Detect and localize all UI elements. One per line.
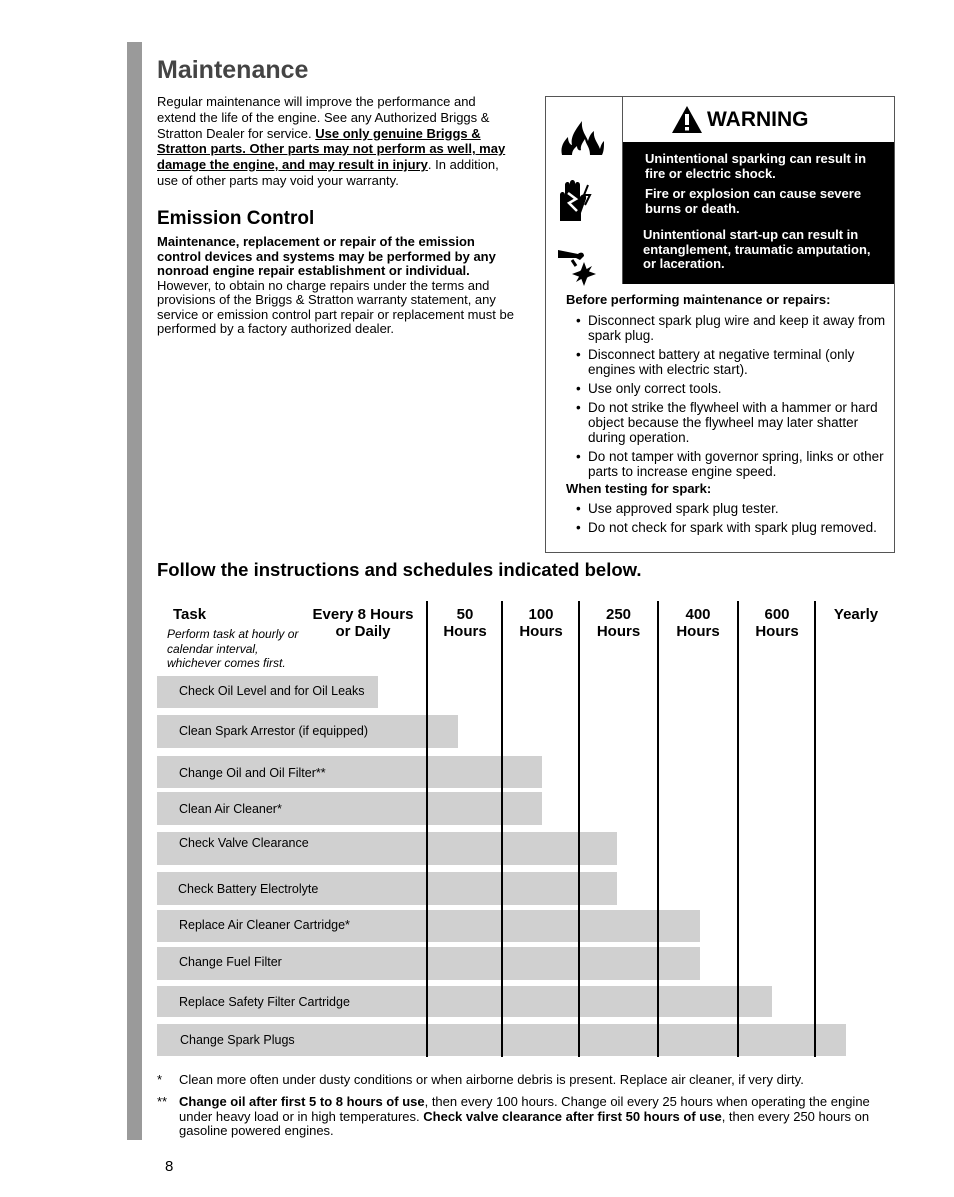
- schedule-heading: Follow the instructions and schedules indicated below.: [157, 559, 642, 580]
- intro-text-2: . In addition, use of other parts may void your warranty.: [157, 157, 499, 188]
- task-row: [157, 872, 617, 905]
- list-item: • Use approved spark plug tester.: [576, 502, 886, 517]
- column-divider: [501, 601, 503, 1057]
- list-item: • Use only correct tools.: [576, 382, 886, 397]
- task-label: Change Oil and Oil Filter**: [179, 766, 326, 780]
- warning-triangle-icon: [671, 105, 703, 134]
- hazard-text-3: Unintentional start-up can result in entanglement, traumatic amputation, or laceration.: [643, 227, 871, 271]
- electric-shock-icon: [554, 177, 594, 223]
- task-label: Check Battery Electrolyte: [178, 882, 319, 896]
- emission-paragraph: [157, 235, 515, 337]
- warning-title: [671, 105, 809, 134]
- task-row: [157, 832, 617, 865]
- hazard-panel: [623, 142, 894, 284]
- side-bar: [127, 42, 142, 1140]
- column-divider: [578, 601, 580, 1057]
- fire-icon: [558, 117, 606, 157]
- footnote-text-2: , then every 250 hours on gasoline powered engines.: [179, 1108, 870, 1138]
- task-label: Change Fuel Filter: [179, 955, 282, 969]
- emission-heading: Emission Control: [157, 208, 315, 229]
- hazard-text-2: Fire or explosion can cause severe burns or death.: [645, 186, 862, 216]
- task-row: [157, 792, 542, 825]
- footnote-bold-1: Change oil after first 5 to 8 hours of use: [179, 1094, 425, 1109]
- hazard-icons: [546, 97, 623, 284]
- task-label: Check Oil Level and for Oil Leaks: [179, 684, 365, 698]
- task-label: Replace Air Cleaner Cartridge*: [179, 918, 350, 932]
- footnote-mark: *: [157, 1072, 163, 1087]
- intro-text-1: Regular maintenance will improve the performance and extend the life of the engine. See any Authorized Briggs & Stratton Dealer for service.: [157, 94, 490, 141]
- column-header-400-hours: 400 Hours: [676, 606, 720, 640]
- emission-text: However, to obtain no charge repairs under the terms and provisions of the Briggs & Stratton warranty statement, any service or emission control part repair or replacement must be performed by a factory authorized dealer.: [157, 277, 514, 336]
- task-row: [157, 715, 458, 748]
- task-row: [157, 676, 378, 708]
- footnote-bold-2: Check valve clearance after first 50 hours of use: [423, 1108, 722, 1124]
- emission-bold-text: Maintenance, replacement or repair of the emission control devices and systems may be performed by any nonroad engine repair establishment or individual.: [157, 234, 496, 278]
- intro-genuine-parts-note: Use only genuine Briggs & Stratton parts. Other parts may not perform as well, may damage the engine, and may result in injury: [157, 125, 506, 173]
- before-maintenance-heading: Before performing maintenance or repairs:: [566, 292, 831, 307]
- footnote-oil-change: [157, 1095, 902, 1139]
- footnote-text-1: , then every 100 hours. Change oil every 25 hours when operating the engine under heavy load or in high temperatures.: [179, 1094, 870, 1124]
- task-label: Replace Safety Filter Cartridge: [179, 995, 350, 1009]
- column-header-yearly: Yearly: [833, 606, 879, 623]
- task-row: [157, 986, 772, 1017]
- task-interval-note: Perform task at hourly or calendar interval, whichever comes first.: [167, 627, 299, 670]
- spark-testing-heading: When testing for spark:: [566, 481, 712, 496]
- task-row: [157, 756, 542, 788]
- task-label: Clean Air Cleaner*: [179, 802, 282, 816]
- column-divider: [814, 601, 816, 1057]
- footnote-air-cleaner: [157, 1073, 902, 1088]
- task-row: [157, 947, 700, 980]
- list-item: • Disconnect battery at negative terminal (only engines with electric start).: [576, 348, 886, 378]
- task-label: Clean Spark Arrestor (if equipped): [179, 724, 368, 738]
- column-header-600-hours: 600 Hours: [755, 606, 799, 640]
- column-header-100-hours: 100 Hours: [519, 606, 563, 640]
- column-header-daily: Every 8 Hours or Daily: [312, 606, 414, 640]
- before-maintenance-list: [576, 314, 886, 484]
- column-divider: [657, 601, 659, 1057]
- intro-paragraph: [157, 94, 512, 189]
- column-divider: [426, 601, 428, 1057]
- footnote-mark: **: [157, 1094, 168, 1109]
- task-label: Check Valve Clearance: [179, 836, 309, 850]
- task-label: Change Spark Plugs: [180, 1033, 295, 1047]
- page-number: 8: [165, 1158, 174, 1175]
- list-item: • Disconnect spark plug wire and keep it away from spark plug.: [576, 314, 886, 344]
- warning-label: WARNING: [707, 107, 809, 131]
- entanglement-icon: [556, 242, 600, 286]
- list-item: • Do not strike the flywheel with a hammer or hard object because the flywheel may later shatter during operation.: [576, 401, 886, 445]
- task-row: [157, 910, 700, 942]
- column-header-250-hours: 250 Hours: [596, 606, 641, 640]
- footnote-text: Clean more often under dusty conditions or when airborne debris is present. Replace air cleaner, if very dirty.: [179, 1072, 804, 1087]
- warning-box: [545, 96, 895, 553]
- list-item: • Do not tamper with governor spring, links or other parts to increase engine speed.: [576, 450, 886, 480]
- page-title: Maintenance: [157, 56, 309, 84]
- spark-testing-list: [576, 502, 886, 541]
- column-divider: [737, 601, 739, 1057]
- task-column-header: Task: [173, 606, 207, 623]
- list-item: • Do not check for spark with spark plug removed.: [576, 521, 886, 536]
- warning-header: [623, 97, 894, 142]
- hazard-text-1: Unintentional sparking can result in fire or electric shock.: [645, 151, 867, 181]
- footnote-text: [179, 1095, 902, 1139]
- column-header-50-hours: 50 Hours: [443, 606, 487, 640]
